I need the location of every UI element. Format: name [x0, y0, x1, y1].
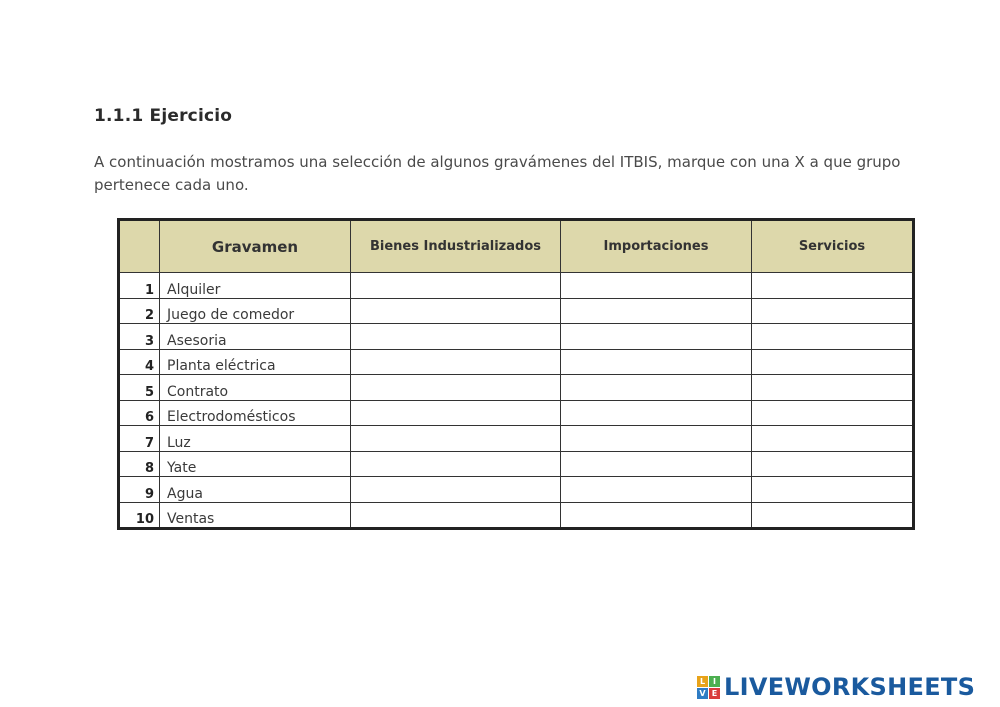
- bienes-industrializados-cell[interactable]: [351, 477, 561, 503]
- importaciones-cell[interactable]: [561, 451, 752, 477]
- logo-text: LIVEWORKSHEETS: [724, 673, 976, 701]
- gravamen-item: Contrato: [160, 375, 351, 401]
- row-number: 6: [119, 400, 160, 426]
- bienes-industrializados-cell[interactable]: [351, 273, 561, 299]
- importaciones-cell[interactable]: [561, 273, 752, 299]
- gravamen-item: Ventas: [160, 502, 351, 529]
- row-number: 2: [119, 298, 160, 324]
- importaciones-cell[interactable]: [561, 477, 752, 503]
- importaciones-cell[interactable]: [561, 502, 752, 529]
- header-importaciones: Importaciones: [561, 220, 752, 273]
- servicios-cell[interactable]: [752, 477, 914, 503]
- importaciones-cell[interactable]: [561, 324, 752, 350]
- gravamen-item: Luz: [160, 426, 351, 452]
- table-row: [119, 426, 914, 452]
- gravamen-item: Alquiler: [160, 273, 351, 299]
- header-bienes-industrializados: Bienes Industrializados: [351, 220, 561, 273]
- row-number: 5: [119, 375, 160, 401]
- header-number: [119, 220, 160, 273]
- servicios-cell[interactable]: [752, 426, 914, 452]
- table-header-row: [119, 220, 914, 273]
- liveworksheets-logo-icon: [697, 676, 720, 699]
- servicios-cell[interactable]: [752, 298, 914, 324]
- logo-letter-tile: V: [697, 688, 708, 699]
- table-row: [119, 324, 914, 350]
- bienes-industrializados-cell[interactable]: [351, 400, 561, 426]
- importaciones-cell[interactable]: [561, 426, 752, 452]
- table-row: [119, 375, 914, 401]
- gravamen-table: [117, 218, 915, 530]
- servicios-cell[interactable]: [752, 451, 914, 477]
- gravamen-item: Juego de comedor: [160, 298, 351, 324]
- bienes-industrializados-cell[interactable]: [351, 451, 561, 477]
- table-row: [119, 451, 914, 477]
- servicios-cell[interactable]: [752, 324, 914, 350]
- servicios-cell[interactable]: [752, 400, 914, 426]
- header-gravamen: Gravamen: [160, 220, 351, 273]
- importaciones-cell[interactable]: [561, 349, 752, 375]
- gravamen-item: Yate: [160, 451, 351, 477]
- importaciones-cell[interactable]: [561, 298, 752, 324]
- bienes-industrializados-cell[interactable]: [351, 375, 561, 401]
- table-row: [119, 298, 914, 324]
- bienes-industrializados-cell[interactable]: [351, 298, 561, 324]
- logo-letter-tile: I: [709, 676, 720, 687]
- row-number: 9: [119, 477, 160, 503]
- gravamen-item: Electrodomésticos: [160, 400, 351, 426]
- table-row: [119, 477, 914, 503]
- row-number: 1: [119, 273, 160, 299]
- gravamen-item: Planta eléctrica: [160, 349, 351, 375]
- servicios-cell[interactable]: [752, 375, 914, 401]
- row-number: 7: [119, 426, 160, 452]
- servicios-cell[interactable]: [752, 349, 914, 375]
- row-number: 8: [119, 451, 160, 477]
- bienes-industrializados-cell[interactable]: [351, 426, 561, 452]
- row-number: 3: [119, 324, 160, 350]
- logo-letter-tile: E: [709, 688, 720, 699]
- servicios-cell[interactable]: [752, 502, 914, 529]
- importaciones-cell[interactable]: [561, 375, 752, 401]
- instructions-text: A continuación mostramos una selección de algunos gravámenes del ITBIS, marque con una X a que grupo pertenece cada uno.: [94, 153, 901, 194]
- table-row: [119, 400, 914, 426]
- liveworksheets-logo[interactable]: [697, 672, 975, 702]
- bienes-industrializados-cell[interactable]: [351, 349, 561, 375]
- bienes-industrializados-cell[interactable]: [351, 324, 561, 350]
- worksheet-title: 1.1.1 Ejercicio: [94, 106, 233, 126]
- logo-letter-tile: L: [697, 676, 708, 687]
- row-number: 10: [119, 502, 160, 529]
- table-row: [119, 273, 914, 299]
- table-row: [119, 349, 914, 375]
- header-servicios: Servicios: [752, 220, 914, 273]
- gravamen-item: Asesoria: [160, 324, 351, 350]
- gravamen-item: Agua: [160, 477, 351, 503]
- bienes-industrializados-cell[interactable]: [351, 502, 561, 529]
- row-number: 4: [119, 349, 160, 375]
- servicios-cell[interactable]: [752, 273, 914, 299]
- importaciones-cell[interactable]: [561, 400, 752, 426]
- table-row: [119, 502, 914, 529]
